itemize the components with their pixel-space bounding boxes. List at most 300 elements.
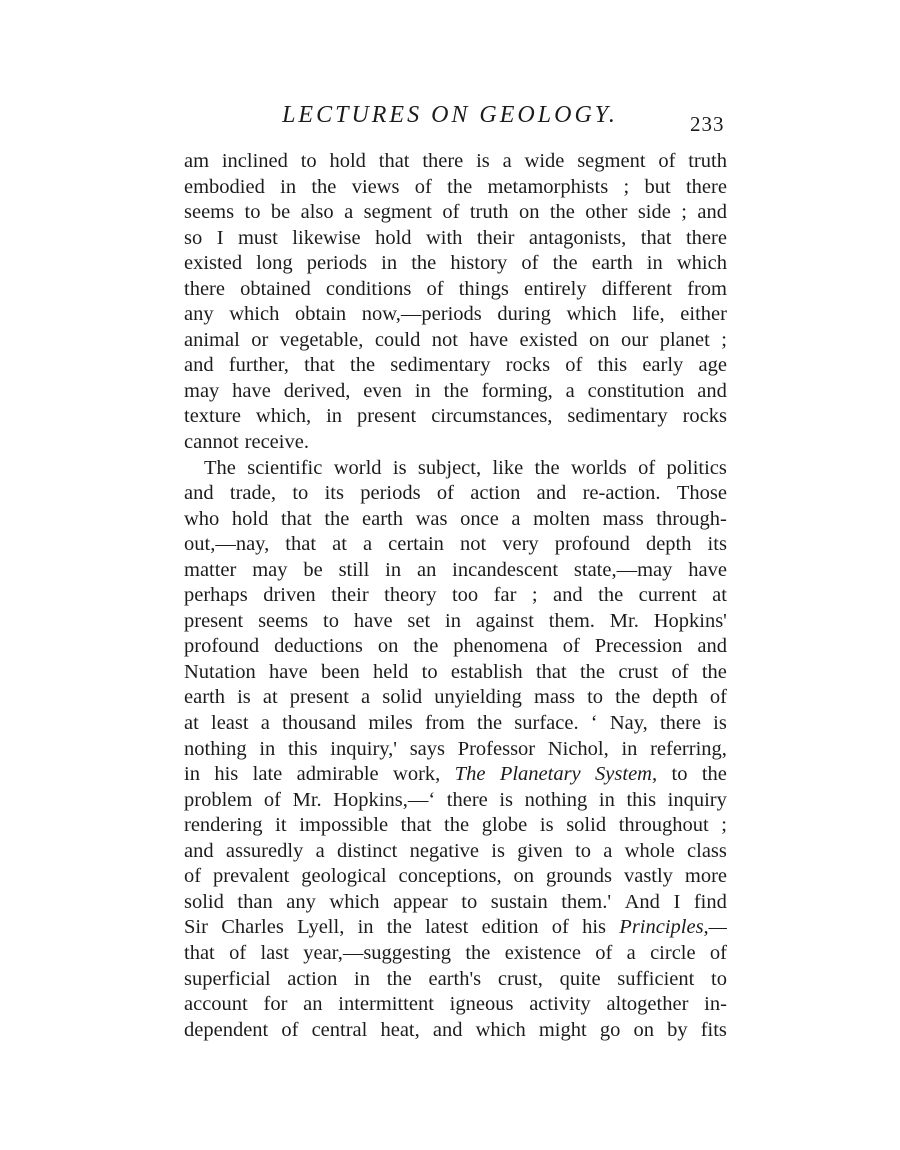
word: and <box>553 584 583 607</box>
text-line <box>184 200 727 226</box>
word: is <box>491 839 505 862</box>
word: dependent <box>184 1018 269 1041</box>
word: the <box>443 379 469 402</box>
word: sedimentary <box>567 405 668 428</box>
word: was <box>415 507 448 530</box>
text-line <box>184 660 727 686</box>
word: by <box>667 1018 688 1041</box>
word: through- <box>656 507 727 530</box>
word: miles <box>368 712 413 735</box>
text-line <box>184 609 727 635</box>
word: not <box>459 533 487 556</box>
word: there <box>685 175 727 198</box>
word: his <box>582 916 607 939</box>
text-line <box>184 379 727 405</box>
word: is <box>499 788 514 811</box>
word: than <box>237 890 273 913</box>
word: present <box>357 405 417 428</box>
word: cannot <box>184 431 239 454</box>
text-line <box>184 430 727 456</box>
word: either <box>680 303 727 326</box>
word: mass <box>534 686 575 709</box>
word: very <box>502 533 539 556</box>
page-number: 233 <box>690 112 725 136</box>
word: existed <box>184 252 243 275</box>
word: the <box>598 584 624 607</box>
word: to <box>461 890 478 913</box>
word: the <box>350 354 376 377</box>
word: that <box>184 941 215 964</box>
word: is <box>539 814 554 837</box>
text-line <box>184 967 727 993</box>
word: solid <box>566 814 607 837</box>
word: throughout <box>618 814 709 837</box>
word: and <box>184 482 214 505</box>
word: life, <box>632 303 665 326</box>
text-line <box>184 915 727 941</box>
word: ; <box>721 328 727 351</box>
word: driven <box>263 584 316 607</box>
word: grounds <box>545 865 613 888</box>
word: referring, <box>650 737 727 760</box>
word: Mr. <box>609 609 639 632</box>
word: last <box>260 941 289 964</box>
word: activity <box>529 993 591 1016</box>
word: sufficient <box>617 967 695 990</box>
text-line <box>184 558 727 584</box>
word: edition <box>481 916 539 939</box>
word: earth's <box>428 967 482 990</box>
word: more <box>684 865 727 888</box>
text-line <box>184 1018 727 1044</box>
word: from <box>424 712 465 735</box>
word: Hopkins,—‘ <box>333 788 436 811</box>
word: who <box>184 507 220 530</box>
word: to <box>711 967 727 990</box>
text-line <box>184 634 727 660</box>
word: profound <box>184 635 260 658</box>
word: in <box>184 763 200 786</box>
word: least <box>211 712 249 735</box>
word: re-action. <box>582 482 661 505</box>
word: a <box>260 712 270 735</box>
word: hold <box>329 150 366 172</box>
word: I <box>673 890 681 913</box>
word: obtain <box>294 303 347 326</box>
word: a <box>565 379 575 402</box>
word: that <box>280 507 312 530</box>
word: may <box>184 379 220 402</box>
word: seems <box>258 609 309 632</box>
word: to <box>587 686 604 709</box>
word: them.' <box>561 890 612 913</box>
word: which, <box>255 405 312 428</box>
word: go <box>599 1018 621 1041</box>
word: And <box>624 890 660 913</box>
word: now,—periods <box>361 303 482 326</box>
word: geological <box>301 865 387 888</box>
word: the <box>386 967 412 990</box>
word: ; <box>681 201 687 224</box>
word: views <box>351 175 400 198</box>
word: incandescent <box>452 558 559 581</box>
word: The <box>204 456 236 479</box>
word: altogether <box>606 993 689 1016</box>
word: says <box>409 737 446 760</box>
word: the <box>465 941 491 964</box>
word: in <box>280 175 297 198</box>
word: there <box>446 788 488 811</box>
word: certain <box>388 533 444 556</box>
word: segment <box>577 150 646 172</box>
word: in <box>598 788 615 811</box>
word: might <box>538 1018 587 1041</box>
word: of <box>426 277 444 300</box>
word: whole <box>624 839 675 862</box>
word: on <box>513 865 535 888</box>
word: in <box>414 379 431 402</box>
text-line <box>184 251 727 277</box>
word: negative <box>409 839 480 862</box>
word: intermittent <box>338 993 434 1016</box>
italic-word: Planetary <box>499 763 581 786</box>
word: the <box>579 660 606 683</box>
word: set <box>407 609 431 632</box>
text-line <box>184 277 727 303</box>
word: and <box>697 201 727 224</box>
word: also <box>300 201 334 224</box>
word: action <box>287 967 338 990</box>
word: of <box>709 686 727 709</box>
word: of <box>671 660 689 683</box>
text-line <box>184 864 727 890</box>
word: molten <box>533 507 591 530</box>
word: assuredly <box>225 839 304 862</box>
word: the <box>324 507 350 530</box>
word: Mr. <box>292 788 322 811</box>
italic-word: Principles,— <box>619 916 727 939</box>
word: of <box>263 788 281 811</box>
word: year,—suggesting <box>303 941 452 964</box>
word: at <box>262 686 278 709</box>
word: must <box>237 226 278 249</box>
word: and <box>184 354 214 377</box>
word: igneous <box>449 993 514 1016</box>
word: to <box>300 150 317 172</box>
word: which <box>329 890 380 913</box>
word: solid <box>184 890 224 913</box>
word: ; <box>623 175 630 198</box>
word: be <box>303 558 323 581</box>
word: which <box>566 303 617 326</box>
word: out,—nay, <box>184 533 270 556</box>
word: early <box>642 354 684 377</box>
italic-word: System, <box>595 763 658 786</box>
word: truth <box>469 201 509 224</box>
text-line <box>184 583 727 609</box>
word: not <box>431 328 458 351</box>
word: an <box>416 558 437 581</box>
word: profound <box>554 533 630 556</box>
word: is <box>476 150 490 172</box>
word: impossible <box>299 814 389 837</box>
word: which <box>229 303 280 326</box>
word: even <box>363 379 402 402</box>
word: a <box>603 839 613 862</box>
word: circumstances, <box>431 405 553 428</box>
word: their <box>331 584 369 607</box>
word: this <box>597 354 628 377</box>
word: of <box>521 252 539 275</box>
word: matter <box>184 558 237 581</box>
word: from <box>687 277 727 300</box>
word: have <box>353 609 393 632</box>
word: their <box>476 226 515 249</box>
word: it <box>275 814 287 837</box>
word: like <box>492 456 524 479</box>
word: scientific <box>247 456 323 479</box>
word: that <box>400 814 432 837</box>
word: I <box>216 226 224 249</box>
word: at <box>332 533 347 556</box>
word: depth <box>645 533 692 556</box>
word: rocks <box>505 354 551 377</box>
word: admirable <box>296 763 379 786</box>
word: theory <box>384 584 437 607</box>
word: am <box>184 150 210 172</box>
word: during <box>497 303 551 326</box>
word: in <box>445 609 461 632</box>
word: Precession <box>594 635 683 658</box>
word: which <box>475 1018 526 1041</box>
word: vegetable, <box>279 328 364 351</box>
word: entirely <box>523 277 587 300</box>
word: any <box>286 890 316 913</box>
word: and <box>697 635 727 658</box>
word: in <box>385 558 402 581</box>
word: ‘ <box>590 712 598 735</box>
word: a <box>502 150 512 172</box>
word: still <box>338 558 370 581</box>
word: nothing <box>184 737 247 760</box>
word: a <box>361 686 371 709</box>
word: seems <box>184 201 235 224</box>
text-line <box>184 941 727 967</box>
word: the <box>413 635 439 658</box>
text-line <box>184 507 727 533</box>
word: animal <box>184 328 240 351</box>
word: state,—may <box>573 558 673 581</box>
word: that <box>535 660 567 683</box>
word: on <box>518 201 540 224</box>
word: deductions <box>274 635 363 658</box>
word: the <box>549 201 575 224</box>
word: metamorphists <box>487 175 609 198</box>
word: unyielding <box>434 686 522 709</box>
word: current <box>638 584 697 607</box>
word: may <box>252 558 288 581</box>
word: superficial <box>184 967 271 990</box>
word: that <box>378 150 410 172</box>
word: to <box>671 763 688 786</box>
word: a <box>511 507 521 530</box>
word: to <box>575 839 592 862</box>
word: but <box>644 175 671 198</box>
word: to <box>244 201 261 224</box>
word: our <box>620 328 649 351</box>
text-line <box>184 737 727 763</box>
word: the <box>701 763 727 786</box>
word: appear <box>393 890 448 913</box>
word: the <box>477 712 503 735</box>
text-line <box>184 890 727 916</box>
text-line <box>184 404 727 430</box>
word: the <box>444 814 470 837</box>
word: in <box>357 916 374 939</box>
word: Nichol, <box>547 737 609 760</box>
word: distinct <box>336 839 398 862</box>
word: crust <box>618 660 659 683</box>
word: earth <box>591 252 633 275</box>
word: solid <box>382 686 423 709</box>
word: sedimentary <box>390 354 491 377</box>
word: the <box>386 916 412 939</box>
word: nothing <box>524 788 588 811</box>
word: and <box>697 379 727 402</box>
word: there <box>685 226 727 249</box>
word: for <box>263 993 288 1016</box>
word: Professor <box>457 737 536 760</box>
word: at <box>184 712 199 735</box>
word: on <box>633 1018 654 1041</box>
word: of <box>281 1018 299 1041</box>
word: there <box>184 277 225 300</box>
word: is <box>713 712 727 735</box>
paragraph <box>184 456 727 1044</box>
word: constitution <box>587 379 685 402</box>
word: of <box>442 201 460 224</box>
word: of <box>414 175 432 198</box>
text-line <box>184 813 727 839</box>
word: is <box>392 456 407 479</box>
word: them. <box>548 609 595 632</box>
word: on <box>589 328 610 351</box>
word: the <box>411 252 437 275</box>
word: so <box>184 226 203 249</box>
word: of <box>229 941 247 964</box>
word: prevalent <box>213 865 290 888</box>
word: wide <box>524 150 565 172</box>
word: antagonists, <box>528 226 627 249</box>
word: the <box>447 175 473 198</box>
word: history <box>450 252 508 275</box>
word: work, <box>393 763 441 786</box>
word: surface. <box>514 712 579 735</box>
paragraph <box>184 149 727 456</box>
word: the <box>615 686 641 709</box>
word: planet <box>659 328 710 351</box>
text-line <box>184 175 727 201</box>
word: its <box>707 533 727 556</box>
word: existed <box>519 328 578 351</box>
text-line <box>184 456 727 482</box>
word: present <box>289 686 349 709</box>
word: to <box>323 609 339 632</box>
word: account <box>184 993 248 1016</box>
word: other <box>585 201 628 224</box>
text-line <box>184 226 727 252</box>
word: in <box>646 252 663 275</box>
text-line <box>184 481 727 507</box>
word: earth <box>184 686 225 709</box>
text-line <box>184 839 727 865</box>
word: against <box>475 609 534 632</box>
word: too <box>451 584 479 607</box>
running-head-title: LECTURES ON GEOLOGY. <box>282 102 618 128</box>
word: which <box>676 252 727 275</box>
word: rendering <box>184 814 263 837</box>
word: find <box>693 890 727 913</box>
word: in <box>621 737 638 760</box>
word: the <box>552 252 578 275</box>
word: politics <box>666 456 727 479</box>
italic-word: The <box>454 763 486 786</box>
word: establish <box>450 660 523 683</box>
word: in <box>259 737 276 760</box>
word: forming, <box>481 379 553 402</box>
word: of <box>184 865 202 888</box>
word: inquiry,' <box>330 737 398 760</box>
word: embodied <box>184 175 265 198</box>
word: there <box>659 712 701 735</box>
word: Charles <box>221 916 284 939</box>
word: in- <box>704 993 727 1016</box>
text-line <box>184 302 727 328</box>
word: with <box>425 226 463 249</box>
word: latest <box>425 916 469 939</box>
word: Hopkins' <box>653 609 727 632</box>
word: or <box>251 328 269 351</box>
word: earth <box>362 507 403 530</box>
word: in <box>354 967 370 990</box>
word: a <box>362 533 373 556</box>
word: Nay, <box>609 712 648 735</box>
word: is <box>237 686 251 709</box>
word: periods <box>360 482 421 505</box>
word: the <box>311 175 337 198</box>
word: of <box>551 916 569 939</box>
word: different <box>601 277 672 300</box>
word: worlds <box>570 456 627 479</box>
word: rocks <box>682 405 727 428</box>
word: given <box>517 839 563 862</box>
word: mass <box>602 507 644 530</box>
running-head <box>0 100 900 140</box>
word: this <box>287 737 318 760</box>
word: hold <box>375 226 412 249</box>
word: conceptions, <box>398 865 502 888</box>
word: at <box>712 584 727 607</box>
word: periods <box>306 252 368 275</box>
word: world <box>333 456 382 479</box>
word: and <box>184 839 214 862</box>
word: inclined <box>221 150 288 172</box>
word: problem <box>184 788 253 811</box>
word: receive. <box>244 431 309 454</box>
word: ; <box>721 814 727 837</box>
word: crust, <box>497 967 543 990</box>
text-line <box>184 353 727 379</box>
